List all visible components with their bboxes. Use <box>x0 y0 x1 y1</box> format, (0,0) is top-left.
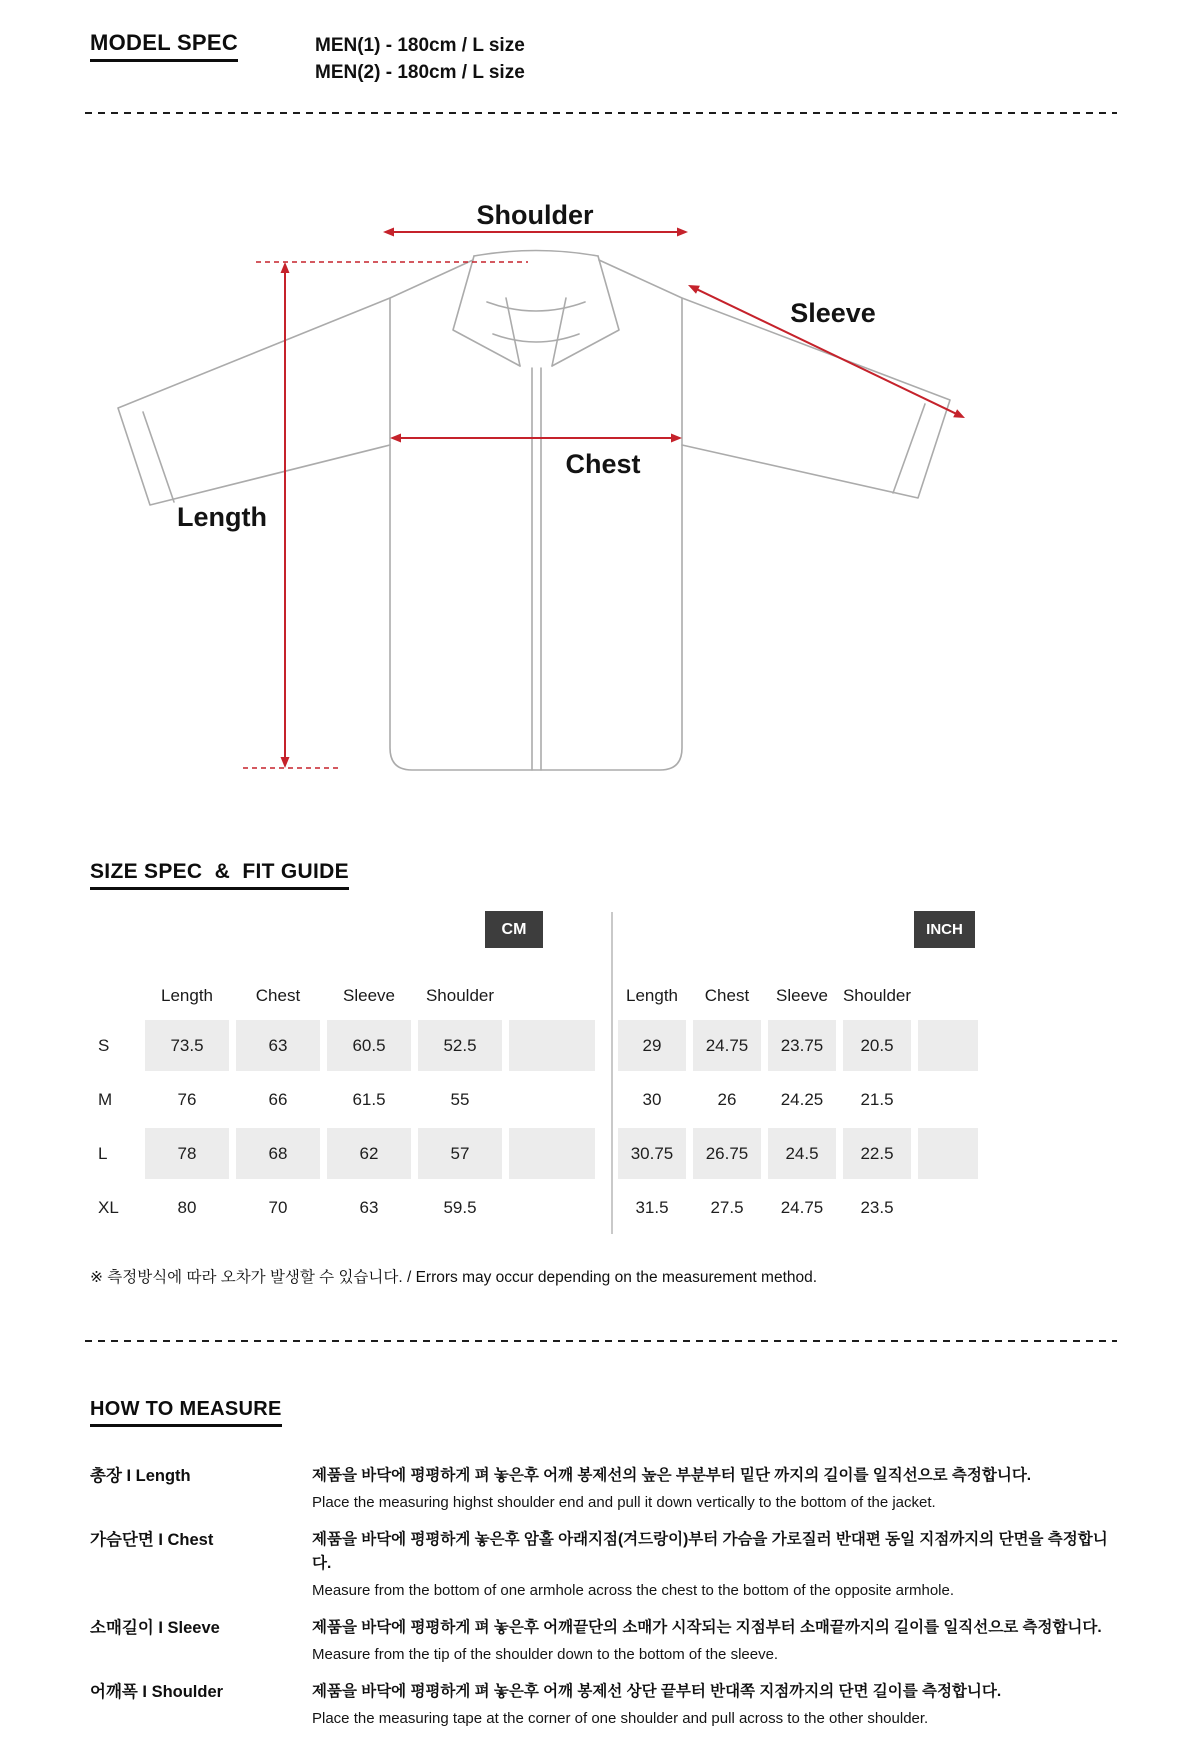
inch-value: 27.5 <box>710 1197 744 1217</box>
cm-value: 63 <box>236 1020 320 1071</box>
measure-desc <box>312 1616 1120 1666</box>
spacer <box>509 975 595 1017</box>
inch-value: 30 <box>642 1089 662 1109</box>
cm-value: 55 <box>450 1089 470 1109</box>
measure-desc-kr: 제품을 바닥에 평평하게 펴 놓은후 어깨 봉제선의 높은 부분부터 밑단 까지의 길이를 일직선으로 측정합니다. <box>312 1467 1032 1484</box>
dashed-divider-bottom <box>85 1340 1117 1342</box>
inch-value: 21.5 <box>860 1089 894 1109</box>
measure-desc <box>312 1528 1120 1602</box>
measure-desc-kr: 제품을 바닥에 평평하게 펴 놓은후 어깨끝단의 소매가 시작되는 지점부터 소매끝까지의 길이를 일직선으로 측정합니다. <box>312 1619 1102 1636</box>
measure-item-chest <box>90 1528 1120 1602</box>
size-spec-heading: SIZE SPEC & FIT GUIDE <box>90 860 349 890</box>
size-label-xl: XL <box>98 1197 119 1217</box>
measure-term: 가슴단면 I Chest <box>90 1531 214 1549</box>
measure-term: 어깨폭 I Shoulder <box>90 1683 224 1701</box>
length-label: Length <box>177 502 267 532</box>
model-spec-lines <box>315 32 525 86</box>
inch-value: 24.75 <box>693 1020 761 1071</box>
cm-value: 73.5 <box>145 1020 229 1071</box>
inch-value: 24.25 <box>780 1089 824 1109</box>
measure-item-length <box>90 1464 1120 1514</box>
spacer <box>509 1020 595 1071</box>
how-to-measure-heading: HOW TO MEASURE <box>90 1398 282 1427</box>
inch-col-shoulder: Shoulder <box>842 986 912 1005</box>
size-label-s: S <box>98 1035 110 1055</box>
cm-value: 70 <box>268 1197 288 1217</box>
spacer <box>918 1074 978 1125</box>
size-table-inch <box>618 975 978 1233</box>
size-label-l: L <box>98 1143 108 1163</box>
diagram-labels <box>177 200 876 532</box>
inch-value: 26.75 <box>693 1128 761 1179</box>
inch-value: 29 <box>618 1020 686 1071</box>
measure-desc-en: Measure from the bottom of one armhole across the chest to the bottom of the opposite armhole. <box>312 1582 955 1599</box>
cm-value: 63 <box>359 1197 379 1217</box>
inch-unit-badge: INCH <box>914 911 975 948</box>
inch-value: 23.5 <box>860 1197 894 1217</box>
spacer <box>918 1128 978 1179</box>
cm-col-chest: Chest <box>255 986 301 1005</box>
spacer <box>509 1128 595 1179</box>
model-spec-line-1: MEN(1) - 180cm / L size <box>315 35 525 56</box>
measure-term: 소매길이 I Sleeve <box>90 1619 220 1637</box>
cm-value: 62 <box>327 1128 411 1179</box>
spacer <box>509 1074 595 1125</box>
spacer <box>509 1182 595 1233</box>
cm-col-shoulder: Shoulder <box>425 986 495 1005</box>
chest-label: Chest <box>565 449 641 479</box>
measure-desc-kr: 제품을 바닥에 평평하게 펴 놓은후 어깨 봉제선 상단 끝부터 반대쪽 지점까지의 단면 길이를 측정합니다. <box>312 1683 1002 1700</box>
cm-unit-badge: CM <box>485 911 543 948</box>
spacer <box>918 975 978 1017</box>
measure-item-sleeve <box>90 1616 1120 1666</box>
inch-value: 31.5 <box>635 1197 669 1217</box>
cm-value: 80 <box>177 1197 197 1217</box>
spacer <box>918 1182 978 1233</box>
inch-value: 30.75 <box>618 1128 686 1179</box>
inch-value: 23.75 <box>768 1020 836 1071</box>
spacer <box>90 975 138 1017</box>
cm-value: 61.5 <box>352 1089 386 1109</box>
size-label-m: M <box>98 1089 113 1109</box>
spacer <box>918 1020 978 1071</box>
cm-col-length: Length <box>161 986 213 1005</box>
cm-value: 78 <box>145 1128 229 1179</box>
inch-value: 20.5 <box>843 1020 911 1071</box>
measure-desc-kr: 제품을 바닥에 평평하게 놓은후 암홀 아래지점(겨드랑이)부터 가슴을 가로질러 반대편 동일 지점까지의 단면을 측정합니다. <box>312 1531 1108 1572</box>
sleeve-label: Sleeve <box>790 298 876 328</box>
shirt-measurement-diagram <box>0 150 1200 800</box>
cm-value: 59.5 <box>443 1197 477 1217</box>
inch-col-sleeve: Sleeve <box>776 986 828 1005</box>
measure-term: 총장 I Length <box>90 1467 191 1485</box>
inch-col-chest: Chest <box>704 986 750 1005</box>
measurement-note: ※ 측정방식에 따라 오차가 발생할 수 있습니다. / Errors may occur depending on the measurement method. <box>90 1269 818 1286</box>
how-to-measure-list <box>90 1464 1120 1744</box>
chest-arrow <box>390 434 682 443</box>
cm-value: 66 <box>268 1089 288 1109</box>
cm-value: 57 <box>418 1128 502 1179</box>
cm-value: 60.5 <box>327 1020 411 1071</box>
inch-value: 24.5 <box>768 1128 836 1179</box>
inch-col-length: Length <box>626 986 678 1005</box>
table-divider-line <box>611 912 613 1234</box>
cm-value: 68 <box>236 1128 320 1179</box>
inch-value: 24.75 <box>780 1197 824 1217</box>
model-spec-line-2: MEN(2) - 180cm / L size <box>315 62 525 83</box>
measure-desc <box>312 1464 1120 1514</box>
measure-desc-en: Place the measuring tape at the corner of one shoulder and pull across to the other shoulder. <box>312 1710 929 1727</box>
cm-value: 76 <box>177 1089 197 1109</box>
size-table-cm <box>90 975 595 1233</box>
measure-item-shoulder <box>90 1680 1120 1730</box>
model-spec-heading: MODEL SPEC <box>90 30 238 62</box>
inch-value: 26 <box>717 1089 737 1109</box>
inch-value: 22.5 <box>843 1128 911 1179</box>
measure-desc-en: Measure from the tip of the shoulder down to the bottom of the sleeve. <box>312 1646 779 1663</box>
length-arrow <box>243 262 528 768</box>
shoulder-label: Shoulder <box>476 200 594 230</box>
dashed-divider-top <box>85 112 1117 114</box>
measure-desc <box>312 1680 1120 1730</box>
measure-desc-en: Place the measuring highst shoulder end and pull it down vertically to the bottom of the jacket. <box>312 1494 936 1511</box>
cm-value: 52.5 <box>418 1020 502 1071</box>
cm-col-sleeve: Sleeve <box>343 986 395 1005</box>
